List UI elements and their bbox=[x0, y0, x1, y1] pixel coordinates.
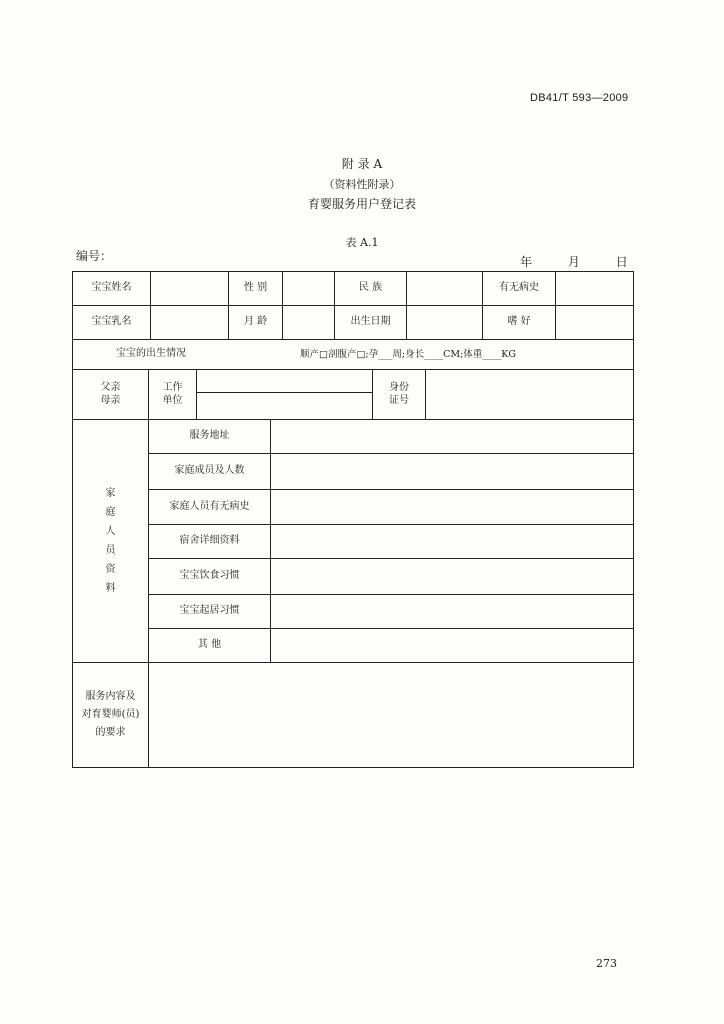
birth-info-details: 顺产□剖腹产□;孕___周;身长____CM;体重____KG bbox=[300, 348, 516, 360]
gender-label: 性 别 bbox=[243, 282, 268, 294]
medical-history-label: 有无病史 bbox=[499, 282, 539, 294]
age-months-label: 月 龄 bbox=[243, 316, 268, 328]
family-info-label bbox=[73, 420, 148, 662]
appendix-title: 附 录 A bbox=[341, 157, 383, 171]
family-label-char: 料 bbox=[105, 583, 116, 594]
mother-label: 母亲 bbox=[100, 394, 121, 406]
id-number-label bbox=[373, 370, 425, 419]
birth-date-label: 出生日期 bbox=[350, 316, 391, 328]
parents-label bbox=[73, 370, 148, 419]
service-label-line2: 对育婴师(员) bbox=[81, 709, 140, 720]
table-number: 表 A.1 bbox=[345, 236, 379, 249]
appendix-subtitle: （资料性附录） bbox=[323, 178, 401, 191]
date-line bbox=[520, 253, 658, 270]
work-unit-line1: 工作 bbox=[162, 382, 183, 393]
ethnicity-label: 民 族 bbox=[358, 282, 383, 294]
family-medical-history-label: 家庭人员有无病史 bbox=[169, 500, 250, 512]
birth-info-label: 宝宝的出生情况 bbox=[116, 348, 186, 360]
form-name: 育婴服务用户登记表 bbox=[307, 197, 416, 211]
diet-habits-label: 宝宝饮食习惯 bbox=[179, 570, 240, 582]
habits-label: 嗜 好 bbox=[507, 316, 531, 328]
family-members-label: 家庭成员及人数 bbox=[174, 465, 245, 477]
id-number-line1: 身份 bbox=[389, 382, 409, 393]
service-label-line3: 的要求 bbox=[95, 727, 126, 738]
document-code: DB41/T 593—2009 bbox=[530, 92, 629, 104]
family-label-char: 人 bbox=[105, 526, 116, 537]
page-number: 273 bbox=[596, 957, 617, 970]
date-year: 年 bbox=[520, 255, 535, 269]
service-label-line1: 服务内容及 bbox=[85, 691, 136, 702]
sleep-habits-label: 宝宝起居习惯 bbox=[179, 605, 240, 617]
father-label: 父亲 bbox=[100, 382, 121, 393]
family-label-char: 庭 bbox=[105, 507, 116, 518]
work-unit-line2: 单位 bbox=[162, 394, 183, 406]
work-unit-label bbox=[149, 370, 196, 419]
date-month: 月 bbox=[567, 255, 582, 269]
id-number-line2: 证号 bbox=[389, 394, 409, 406]
service-address-label: 服务地址 bbox=[189, 430, 230, 442]
service-requirements-label bbox=[73, 663, 148, 767]
baby-name-label: 宝宝姓名 bbox=[91, 282, 132, 294]
baby-nickname-label: 宝宝乳名 bbox=[91, 316, 132, 328]
family-label-char: 资 bbox=[105, 564, 116, 575]
date-day: 日 bbox=[615, 255, 630, 269]
family-label-char: 员 bbox=[105, 545, 116, 556]
dormitory-details-label: 宿舍详细资料 bbox=[179, 535, 240, 547]
other-label: 其 他 bbox=[197, 639, 222, 651]
family-label-char: 家 bbox=[105, 488, 116, 499]
number-label: 编号： bbox=[76, 249, 113, 263]
